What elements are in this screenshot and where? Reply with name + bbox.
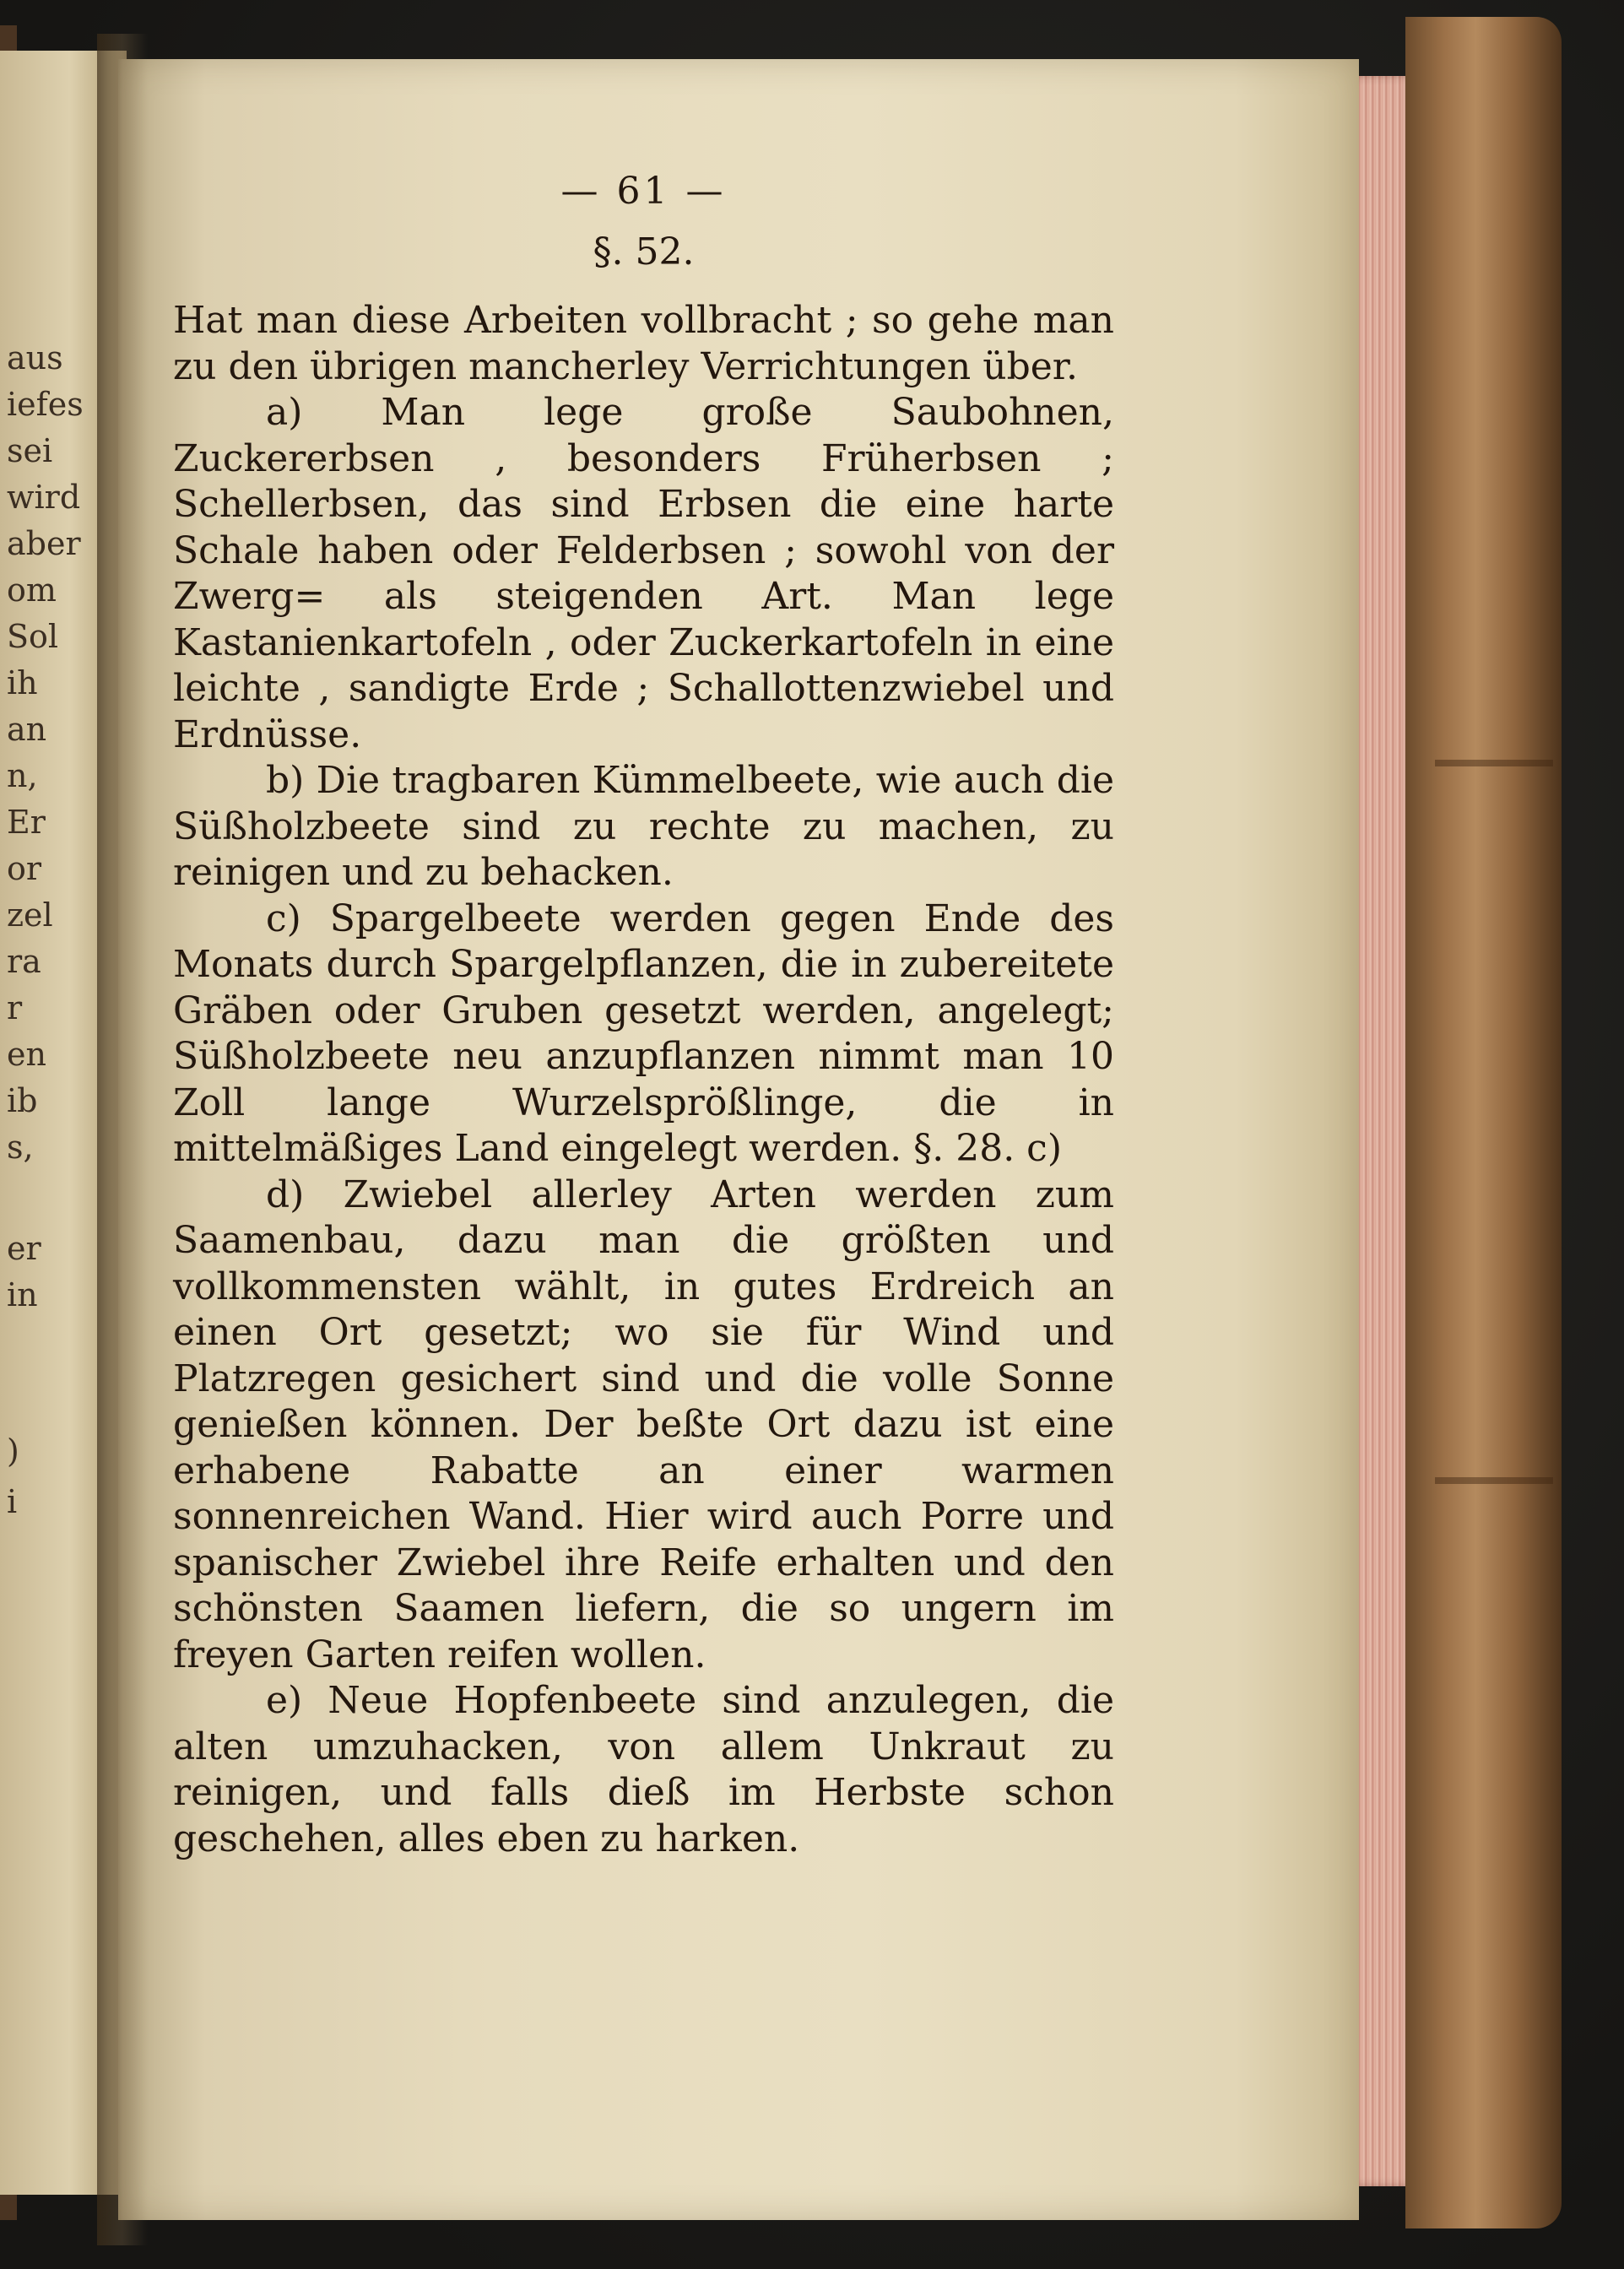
left-page-fragment: r [7,989,23,1026]
left-page-fragment: ra [7,943,41,980]
page-number: — 61 — [560,170,727,213]
left-page-fragment: ) [7,1432,19,1470]
left-page-fragment: n, [7,757,38,794]
left-page-fragment: in [7,1276,38,1313]
book-cover [1405,17,1562,2228]
left-page-fragment: sei [7,432,53,469]
left-page-fragment: wird [7,479,81,516]
paragraph: b) Die tragbaren Kümmelbeete, wie auch die Süßholzbeete sind zu rechte zu machen, zu reinigen und zu behacken. [173,759,1114,894]
left-page-fragment: iefes [7,386,84,423]
page-text [173,170,1114,1862]
left-page-fragment: ih [7,664,38,701]
left-page-fragment: en [7,1036,46,1073]
left-page-fragment: om [7,571,57,609]
paragraph: a) Man lege große Saubohnen, Zuckererbsen , besonders Früherbsen ; Schellerbsen, das sind Erbsen die eine harte Schale haben oder Felderbsen ; sowohl von der Zwerg= als steigenden Art. Man lege Kastanienkartofeln , oder Zuckerkartofeln in eine leichte , sandigte Erde ; Schallottenzwiebel und Erdnüsse. [173,391,1114,756]
section-heading: §. 52. [593,230,695,273]
left-page-fragment: aus [7,339,63,376]
paragraph: Hat man diese Arbeiten vollbracht ; so gehe man zu den übrigen mancherley Verrichtungen über. [173,299,1114,388]
left-page-fragment: ib [7,1082,38,1119]
left-page-fragment: s, [7,1129,34,1166]
paragraph: c) Spargelbeete werden gegen Ende des Monats durch Spargelpflanzen, die in zubereitete Gräben oder Gruben gesetzt werden, angelegt; Süßholzbeete neu anzupflanzen nimmt man 10 Zoll lange Wurzelsprößlinge, die in mittelmäßiges Land eingelegt werden. §. 28. c) [173,896,1114,1170]
gutter-shadow [97,34,148,2245]
left-page-fragment: er [7,1230,41,1267]
left-page-fragment: i [7,1483,18,1520]
cover-band [1435,1477,1553,1484]
left-page-fragment: an [7,711,47,748]
left-page-fragment: aber [7,525,81,562]
paragraph: e) Neue Hopfenbeete sind anzulegen, die alten umzuhacken, von allem Unkraut zu reinigen, und falls dieß im Herbste schon geschehen, alles eben zu harken. [173,1679,1114,1860]
left-page-fragment: Er [7,804,46,841]
paragraph: d) Zwiebel allerley Arten werden zum Saamenbau, dazu man die größten und vollkommensten wählt, in gutes Erdreich an einen Ort gesetzt; wo sie für Wind und Platzregen gesichert sind und die volle Sonne genießen können. Der beßte Ort dazu ist eine erhabene Rabatte an einer warmen sonnenreichen Wand. Hier wird auch Porre und spanischer Zwiebel ihre Reife erhalten und den schönsten Saamen liefern, die so ungern im freyen Garten reifen wollen. [173,1172,1114,1676]
left-page-fragment: zel [7,896,53,934]
left-page-fragment: Sol [7,618,59,655]
left-page-fragment: or [7,850,42,887]
cover-band [1435,760,1553,766]
